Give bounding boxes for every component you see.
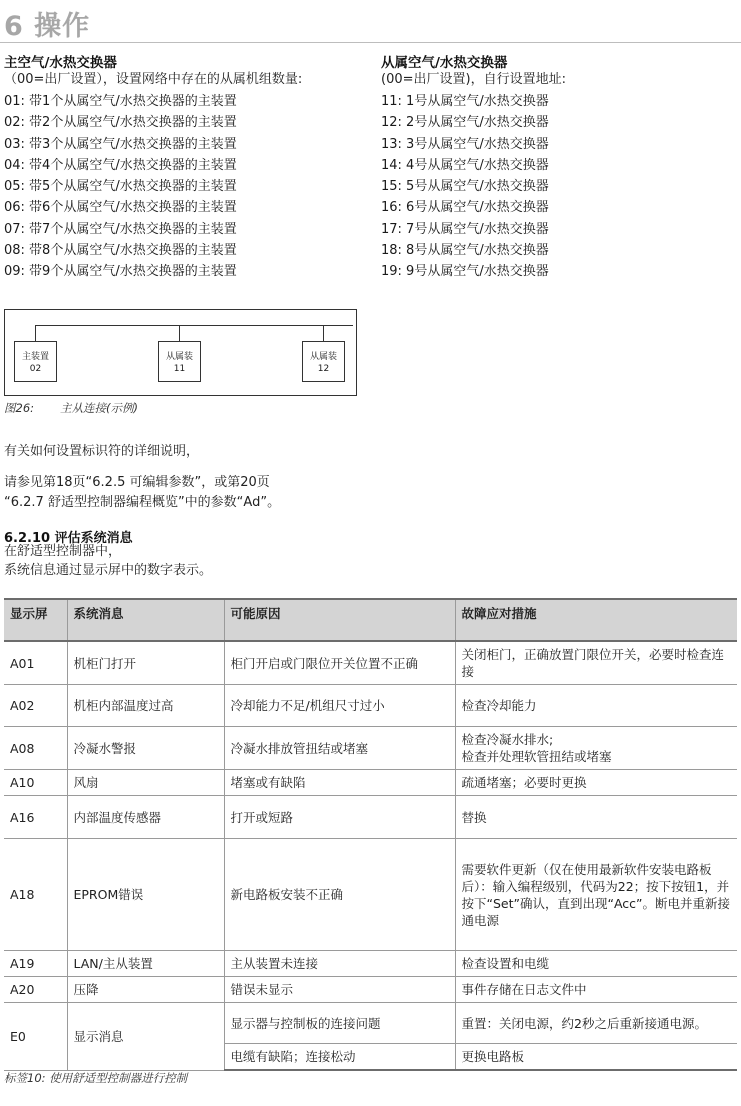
header-cause: 可能原因 [224, 599, 455, 641]
table-row [4, 951, 737, 977]
node-label: 从属装 [165, 352, 193, 362]
slave-unit-node [302, 341, 345, 382]
code-cell: A20 [4, 977, 67, 1003]
table-header-row [4, 599, 737, 641]
list-item: 08: 带8个从属空气/水热交换器的主装置 [4, 243, 237, 259]
section-line-1: 在舒适型控制器中， [4, 544, 122, 559]
list-item: 15: 5号从属空气/水热交换器 [381, 179, 549, 195]
header-message: 系统消息 [67, 599, 224, 641]
system-message-table [4, 598, 737, 1071]
master-intro: （00=出厂设置），设置网络中存在的从属机组数量: [4, 72, 303, 87]
table-row [4, 727, 737, 770]
message-cell: 压降 [67, 977, 224, 1003]
list-item: 04: 带4个从属空气/水热交换器的主装置 [4, 157, 237, 173]
master-slave-diagram [4, 309, 357, 396]
list-item: 18: 8号从属空气/水热交换器 [381, 243, 549, 259]
message-cell: EPROM错误 [67, 839, 224, 951]
message-cell: 冷凝水警报 [67, 727, 224, 770]
action-cell: 事件存储在日志文件中 [455, 977, 737, 1003]
list-item: 06: 带6个从属空气/水热交换器的主装置 [4, 200, 237, 216]
title-divider [0, 42, 741, 43]
bus-drop-line [323, 325, 324, 341]
table-row [4, 796, 737, 839]
action-cell: 更换电路板 [455, 1044, 737, 1071]
network-bus-line [35, 325, 353, 326]
list-item: 16: 6号从属空气/水热交换器 [381, 200, 549, 216]
message-cell: 机柜门打开 [67, 641, 224, 685]
master-option-list [4, 91, 237, 283]
node-label: 从属装 [309, 352, 337, 362]
cause-cell: 主从装置未连接 [224, 951, 455, 977]
figure-label: 图26: [4, 401, 35, 415]
node-code: 11 [173, 364, 186, 374]
slave-option-list [381, 91, 549, 283]
list-item: 11: 1号从属空气/水热交换器 [381, 94, 549, 109]
cause-cell: 新电路板安装不正确 [224, 839, 455, 951]
section-title: 6.2.10 评估系统消息 [4, 531, 133, 546]
cause-cell: 冷凝水排放管扭结或堵塞 [224, 727, 455, 770]
section-line-2: 系统信息通过显示屏中的数字表示。 [4, 563, 213, 578]
table-row [4, 839, 737, 951]
action-cell: 检查冷却能力 [455, 685, 737, 727]
cause-cell: 错误未显示 [224, 977, 455, 1003]
message-cell: 机柜内部温度过高 [67, 685, 224, 727]
master-heading: 主空气/水热交换器 [4, 55, 117, 71]
table-row [4, 977, 737, 1003]
slave-heading: 从属空气/水热交换器 [381, 55, 508, 71]
action-cell: 检查设置和电缆 [455, 951, 737, 977]
code-cell: A10 [4, 770, 67, 796]
cause-cell: 柜门开启或门限位开关位置不正确 [224, 641, 455, 685]
list-item: 05: 带5个从属空气/水热交换器的主装置 [4, 179, 237, 195]
cause-cell: 打开或短路 [224, 796, 455, 839]
page-title: 6 操作 [4, 11, 91, 42]
list-item: 14: 4号从属空气/水热交换器 [381, 157, 549, 173]
reference-line-1: 请参见第18页“6.2.5 可编辑参数”，或第20页 [4, 475, 270, 490]
table-row [4, 770, 737, 796]
list-item: 07: 带7个从属空气/水热交换器的主装置 [4, 221, 237, 237]
code-cell: A02 [4, 685, 67, 727]
action-cell: 重置：关闭电源，约2秒之后重新接通电源。 [455, 1003, 737, 1044]
list-item: 09: 带9个从属空气/水热交换器的主装置 [4, 264, 237, 280]
table-row [4, 685, 737, 727]
code-cell: A01 [4, 641, 67, 685]
message-cell: 显示消息 [67, 1003, 224, 1071]
code-cell: E0 [4, 1003, 67, 1071]
action-cell: 疏通堵塞；必要时更换 [455, 770, 737, 796]
action-cell: 需要软件更新（仅在使用最新软件安装电路板后）：输入编程级别，代码为22；按下按钮1，并按下“Set”确认，直到出现“Acc”。断电并重新接通电源 [455, 839, 737, 951]
message-cell: 风扇 [67, 770, 224, 796]
code-cell: A19 [4, 951, 67, 977]
node-label: 主装置 [21, 352, 49, 362]
action-cell: 关闭柜门，正确放置门限位开关，必要时检查连接 [455, 641, 737, 685]
table-row [4, 641, 737, 685]
master-unit-node [14, 341, 57, 382]
cause-cell: 电缆有缺陷；连接松动 [224, 1044, 455, 1071]
reference-line-2: “6.2.7 舒适型控制器编程概览”中的参数“Ad”。 [4, 495, 281, 510]
slave-unit-node [158, 341, 201, 382]
list-item: 12: 2号从属空气/水热交换器 [381, 115, 549, 131]
code-cell: A08 [4, 727, 67, 770]
bus-drop-line [179, 325, 180, 341]
identifier-note: 有关如何设置标识符的详细说明， [4, 444, 200, 459]
slave-intro: (00=出厂设置)，自行设置地址: [381, 72, 566, 87]
header-action: 故障应对措施 [455, 599, 737, 641]
header-display: 显示屏 [4, 599, 67, 641]
figure-caption: 主从连接(示例) [60, 401, 138, 415]
table-caption: 标签10: 使用舒适型控制器进行控制 [4, 1071, 188, 1085]
list-item: 19: 9号从属空气/水热交换器 [381, 264, 549, 280]
list-item: 13: 3号从属空气/水热交换器 [381, 136, 549, 152]
code-cell: A16 [4, 796, 67, 839]
message-cell: 内部温度传感器 [67, 796, 224, 839]
cause-cell: 堵塞或有缺陷 [224, 770, 455, 796]
cause-cell: 冷却能力不足/机组尺寸过小 [224, 685, 455, 727]
code-cell: A18 [4, 839, 67, 951]
node-code: 12 [317, 364, 330, 374]
list-item: 02: 带2个从属空气/水热交换器的主装置 [4, 115, 237, 131]
node-code: 02 [29, 364, 42, 374]
action-cell: 检查冷凝水排水; 检查并处理软管扭结或堵塞 [455, 727, 737, 770]
list-item: 17: 7号从属空气/水热交换器 [381, 221, 549, 237]
action-cell: 替换 [455, 796, 737, 839]
table-row [4, 1003, 737, 1044]
cause-cell: 显示器与控制板的连接问题 [224, 1003, 455, 1044]
bus-drop-line [35, 325, 36, 341]
message-cell: LAN/主从装置 [67, 951, 224, 977]
list-item: 01: 带1个从属空气/水热交换器的主装置 [4, 94, 237, 109]
list-item: 03: 带3个从属空气/水热交换器的主装置 [4, 136, 237, 152]
